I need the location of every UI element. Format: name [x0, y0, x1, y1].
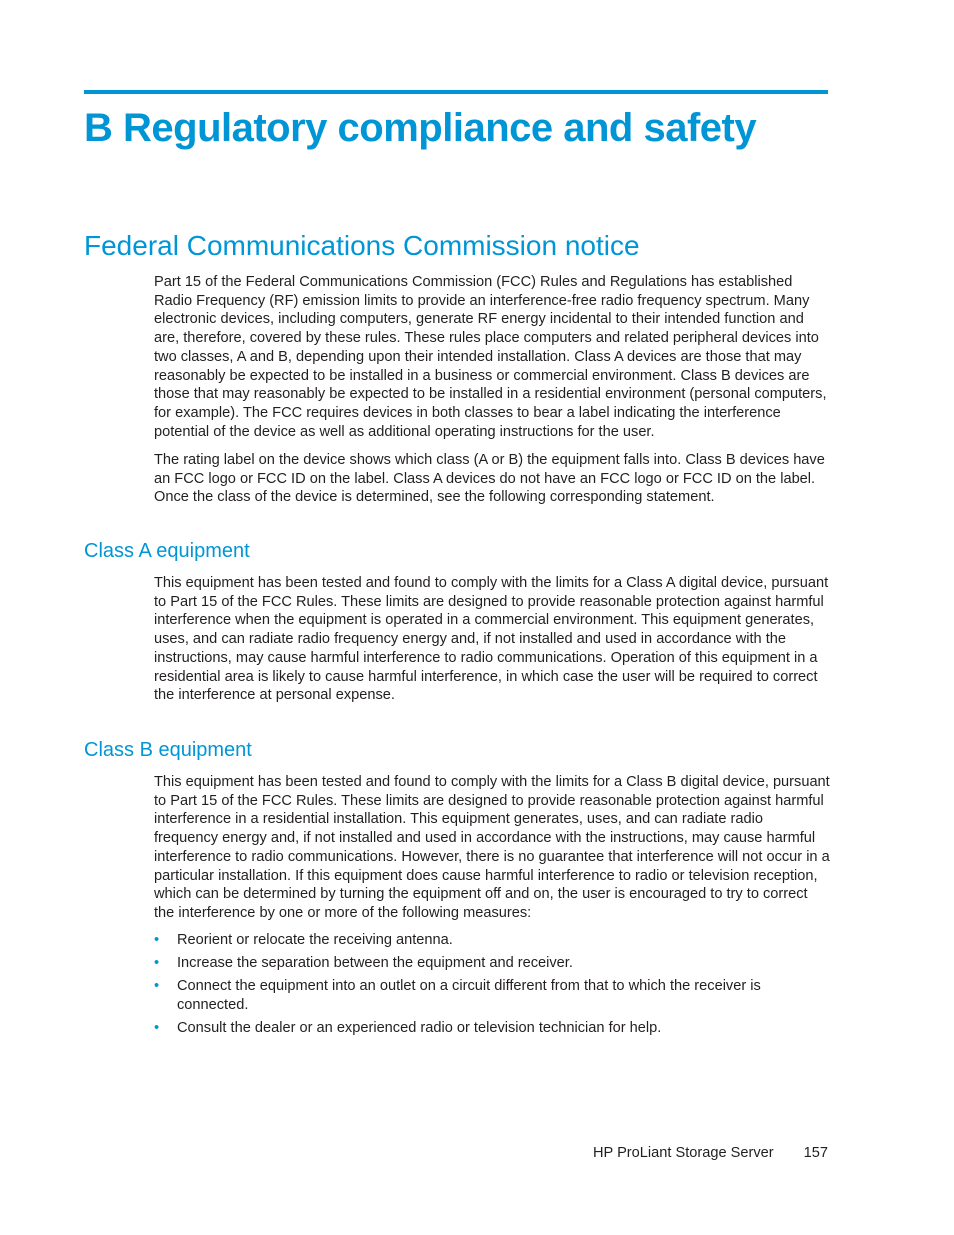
class-b-measures-list [154, 931, 830, 1042]
fcc-notice-paragraph-1: Part 15 of the Federal Communications Commission (FCC) Rules and Regulations has established Radio Frequency (RF) emission limits to provide an interference-free radio frequency spectrum. Many electronic devices, including computers, generate RF energy incidental to their intended function and are, therefore, covered by these rules. These rules place computers and related peripheral devices into two classes, A and B, depending upon their intended installation. Class A devices are those that may reasonably be expected to be installed in a business or commercial environment. Class B devices are those that may reasonably be expected to be installed in a residential environment (personal computers, for example). The FCC requires devices in both classes to bear a label indicating the interference potential of the device as well as additional operating instructions for the user. [154, 274, 827, 440]
bullet-icon: • [154, 978, 160, 995]
list-item [154, 954, 830, 973]
measure-text: Connect the equipment into an outlet on a circuit different from that to which the receiver is connected. [177, 978, 761, 1013]
measure-text: Reorient or relocate the receiving antenna. [177, 932, 453, 948]
list-item [154, 977, 830, 1014]
chapter-top-rule [84, 90, 828, 94]
class-a-paragraph: This equipment has been tested and found to comply with the limits for a Class A digital device, pursuant to Part 15 of the FCC Rules. These limits are designed to provide reasonable protection against harmful interference when the equipment is operated in a commercial environment. This equipment generates, uses, and can radiate radio frequency energy and, if not installed and used in accordance with the instructions, may cause harmful interference to radio communications. Operation of this equipment in a residential area is likely to cause harmful interference, in which case the user will be required to correct the interference at personal expense. [154, 575, 829, 704]
class-b-paragraph: This equipment has been tested and found to comply with the limits for a Class B digital device, pursuant to Part 15 of the FCC Rules. These limits are designed to provide reasonable protection against harmful interference in a residential installation. This equipment generates, uses, and can radiate radio frequency energy and, if not installed and used in accordance with the instructions, may cause harmful interference to radio communications. However, there is no guarantee that interference will not occur in a particular installation. If this equipment does cause harmful interference to radio or television reception, which can be determined by turning the equipment off and on, the user is encouraged to try to correct the interference by one or more of the following measures: [154, 774, 830, 921]
class-a-title: Class A equipment [84, 540, 250, 562]
footer-product-name: HP ProLiant Storage Server [593, 1145, 774, 1161]
measure-text: Increase the separation between the equipment and receiver. [177, 955, 573, 972]
bullet-icon: • [154, 932, 160, 948]
list-item [154, 931, 830, 950]
measure-text: Consult the dealer or an experienced radio or television technician for help. [177, 1019, 662, 1036]
fcc-notice-paragraph-2: The rating label on the device shows which class (A or B) the equipment falls into. Class B devices have an FCC logo or FCC ID on the label. Class A devices do not have an FCC logo or FCC ID on the label. Once the class of the device is determined, see the following corresponding statement. [154, 452, 825, 506]
class-b-title: Class B equipment [84, 739, 252, 761]
bullet-icon: • [154, 955, 160, 972]
bullet-icon: • [154, 1019, 160, 1036]
section-title-fcc-notice: Federal Communications Commission notice [84, 230, 640, 261]
page-number: 157 [803, 1145, 828, 1161]
chapter-title: B Regulatory compliance and safety [84, 106, 757, 150]
page-footer [593, 1143, 828, 1163]
list-item [154, 1019, 830, 1038]
